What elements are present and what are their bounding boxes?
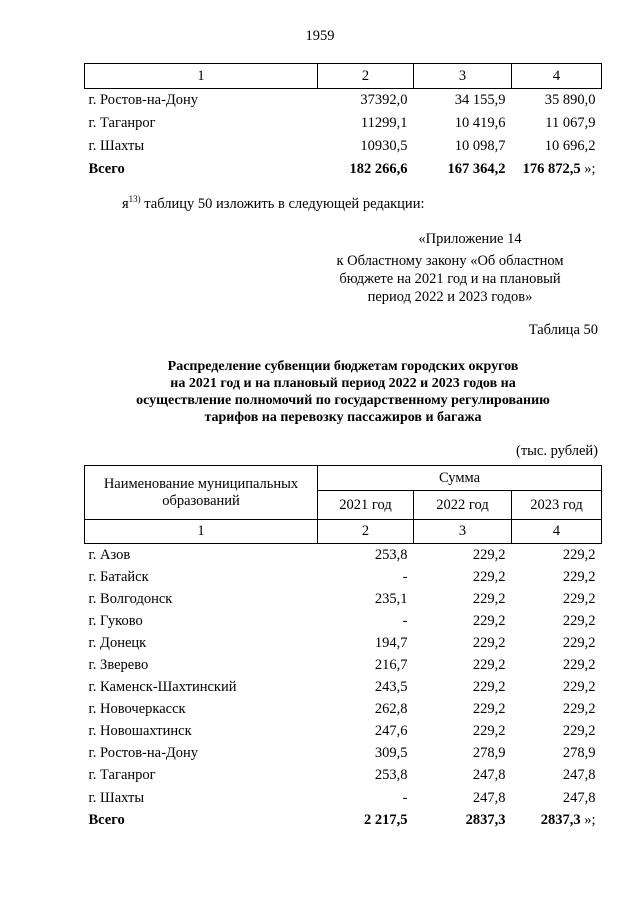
appendix-line: бюджете на 2021 год и на плановый xyxy=(339,271,561,287)
table-title xyxy=(84,358,602,426)
value-cell: 247,8 xyxy=(472,767,506,784)
column-number: 1 xyxy=(85,64,318,89)
value-cell: 10 419,6 xyxy=(454,115,506,131)
municipality-name: г. Шахты xyxy=(88,789,145,806)
total-label: Всего xyxy=(88,161,125,177)
amendment-paragraph xyxy=(122,194,424,213)
table-row xyxy=(85,632,602,654)
value-cell: 229,2 xyxy=(562,701,596,718)
value-cell: 10 098,7 xyxy=(454,138,506,154)
municipality-name: г. Батайск xyxy=(88,568,149,585)
value-cell: - xyxy=(402,789,408,806)
total-value-cell xyxy=(512,809,602,831)
table-header-row xyxy=(85,466,602,491)
table-row xyxy=(85,743,602,765)
subvention-table xyxy=(84,465,602,831)
value-cell: 229,2 xyxy=(562,568,596,585)
year-header: 2023 год xyxy=(512,491,602,520)
table-row xyxy=(85,721,602,743)
value-cell: 229,2 xyxy=(472,612,506,629)
total-value: 167 364,2 xyxy=(447,161,506,177)
municipality-name: г. Шахты xyxy=(88,138,145,154)
paragraph-prefix: я xyxy=(122,195,129,212)
column-number: 4 xyxy=(512,520,602,544)
appendix-title: «Приложение 14 xyxy=(418,231,522,247)
value-cell: 229,2 xyxy=(472,723,506,740)
value-cell: 229,2 xyxy=(562,634,596,651)
table-row xyxy=(85,699,602,721)
value-cell: 247,6 xyxy=(374,723,408,740)
value-cell: - xyxy=(402,612,408,629)
column-number: 3 xyxy=(414,520,512,544)
value-cell: 247,8 xyxy=(472,789,506,806)
value-cell: 309,5 xyxy=(374,745,408,762)
value-cell: 253,8 xyxy=(374,767,408,784)
value-cell: 253,8 xyxy=(374,546,408,563)
column-number: 1 xyxy=(85,520,318,544)
municipality-name: г. Таганрог xyxy=(88,767,156,784)
page-number: 1959 xyxy=(305,28,335,44)
value-cell: 278,9 xyxy=(472,745,506,762)
value-cell: 194,7 xyxy=(374,634,408,651)
total-row xyxy=(85,809,602,831)
municipality-name: г. Донецк xyxy=(88,634,147,651)
total-value: 176 872,5 xyxy=(522,161,581,177)
municipality-name: г. Новошахтинск xyxy=(88,723,192,740)
table-number: Таблица 50 xyxy=(528,322,598,338)
table-header-row xyxy=(85,64,602,89)
year-header: 2022 год xyxy=(414,491,512,520)
table-row xyxy=(85,610,602,632)
value-cell: 229,2 xyxy=(562,679,596,696)
value-cell: 278,9 xyxy=(562,745,596,762)
table-row xyxy=(85,89,602,113)
total-label: Всего xyxy=(88,811,125,828)
value-cell: 229,2 xyxy=(472,590,506,607)
municipality-name: г. Волгодонск xyxy=(88,590,173,607)
total-value: 2837,3 xyxy=(540,811,581,828)
units-label: (тыс. рублей) xyxy=(516,443,598,459)
table-row xyxy=(85,544,602,567)
appendix-line: период 2022 и 2023 годов» xyxy=(367,289,533,305)
value-cell: 229,2 xyxy=(472,679,506,696)
value-cell: 11 067,9 xyxy=(545,115,596,131)
total-row xyxy=(85,158,602,181)
value-cell: 247,8 xyxy=(562,789,596,806)
value-cell: 216,7 xyxy=(374,657,408,674)
continued-table xyxy=(84,63,602,181)
column-number: 3 xyxy=(414,64,512,89)
value-cell: 229,2 xyxy=(472,546,506,563)
value-cell: 35 890,0 xyxy=(544,92,596,108)
table-row xyxy=(85,677,602,699)
value-cell: 229,2 xyxy=(562,657,596,674)
total-value: 2837,3 xyxy=(465,811,506,828)
value-cell: - xyxy=(402,568,408,585)
value-cell: 229,2 xyxy=(562,612,596,629)
table-row xyxy=(85,112,602,135)
year-header: 2021 год xyxy=(318,491,414,520)
table-row xyxy=(85,787,602,809)
municipality-name: г. Каменск-Шахтинский xyxy=(88,679,237,696)
value-cell: 229,2 xyxy=(562,723,596,740)
table-row xyxy=(85,566,602,588)
closing-quote: »; xyxy=(580,811,596,828)
paragraph-superscript: 13) xyxy=(128,194,141,204)
title-line: осуществление полномочий по государственному регулированию xyxy=(136,393,550,408)
value-cell: 37392,0 xyxy=(360,92,408,108)
value-cell: 10 696,2 xyxy=(544,138,596,154)
appendix-block xyxy=(320,230,580,306)
municipality-name: г. Ростов-на-Дону xyxy=(88,92,199,108)
municipality-name: г. Зверево xyxy=(88,657,149,674)
municipality-name: г. Новочеркасск xyxy=(88,701,186,718)
total-value-cell xyxy=(512,158,602,181)
title-line: тарифов на перевозку пассажиров и багажа xyxy=(204,410,482,425)
value-cell: 10930,5 xyxy=(360,138,408,154)
municipality-name: г. Ростов-на-Дону xyxy=(88,745,199,762)
municipality-name: г. Азов xyxy=(88,546,131,563)
numbering-row xyxy=(85,520,602,544)
value-cell: 243,5 xyxy=(374,679,408,696)
table-body xyxy=(85,544,602,810)
column-number: 2 xyxy=(318,520,414,544)
closing-quote: »; xyxy=(580,161,596,177)
title-line: на 2021 год и на плановый период 2022 и 2023 годов на xyxy=(170,376,516,391)
value-cell: 229,2 xyxy=(472,568,506,585)
table-row xyxy=(85,135,602,158)
value-cell: 229,2 xyxy=(472,634,506,651)
column-number: 4 xyxy=(512,64,602,89)
sum-header: Сумма xyxy=(318,466,602,491)
value-cell: 11299,1 xyxy=(360,115,408,131)
column-name-header: Наименование муниципальных образований xyxy=(85,466,318,520)
paragraph-text: таблицу 50 изложить в следующей редакции: xyxy=(140,195,425,212)
value-cell: 229,2 xyxy=(562,590,596,607)
value-cell: 34 155,9 xyxy=(454,92,506,108)
table-row xyxy=(85,765,602,787)
table-row xyxy=(85,588,602,610)
value-cell: 247,8 xyxy=(562,767,596,784)
column-number: 2 xyxy=(318,64,414,89)
table-row xyxy=(85,654,602,676)
appendix-line: к Областному закону «Об областном xyxy=(336,253,564,269)
value-cell: 235,1 xyxy=(374,590,408,607)
value-cell: 229,2 xyxy=(472,701,506,718)
value-cell: 229,2 xyxy=(562,546,596,563)
title-line: Распределение субвенции бюджетам городских округов xyxy=(167,359,519,374)
municipality-name: г. Гуково xyxy=(88,612,143,629)
value-cell: 229,2 xyxy=(472,657,506,674)
value-cell: 262,8 xyxy=(374,701,408,718)
total-value: 182 266,6 xyxy=(349,161,408,177)
municipality-name: г. Таганрог xyxy=(88,115,156,131)
total-value: 2 217,5 xyxy=(364,811,408,828)
